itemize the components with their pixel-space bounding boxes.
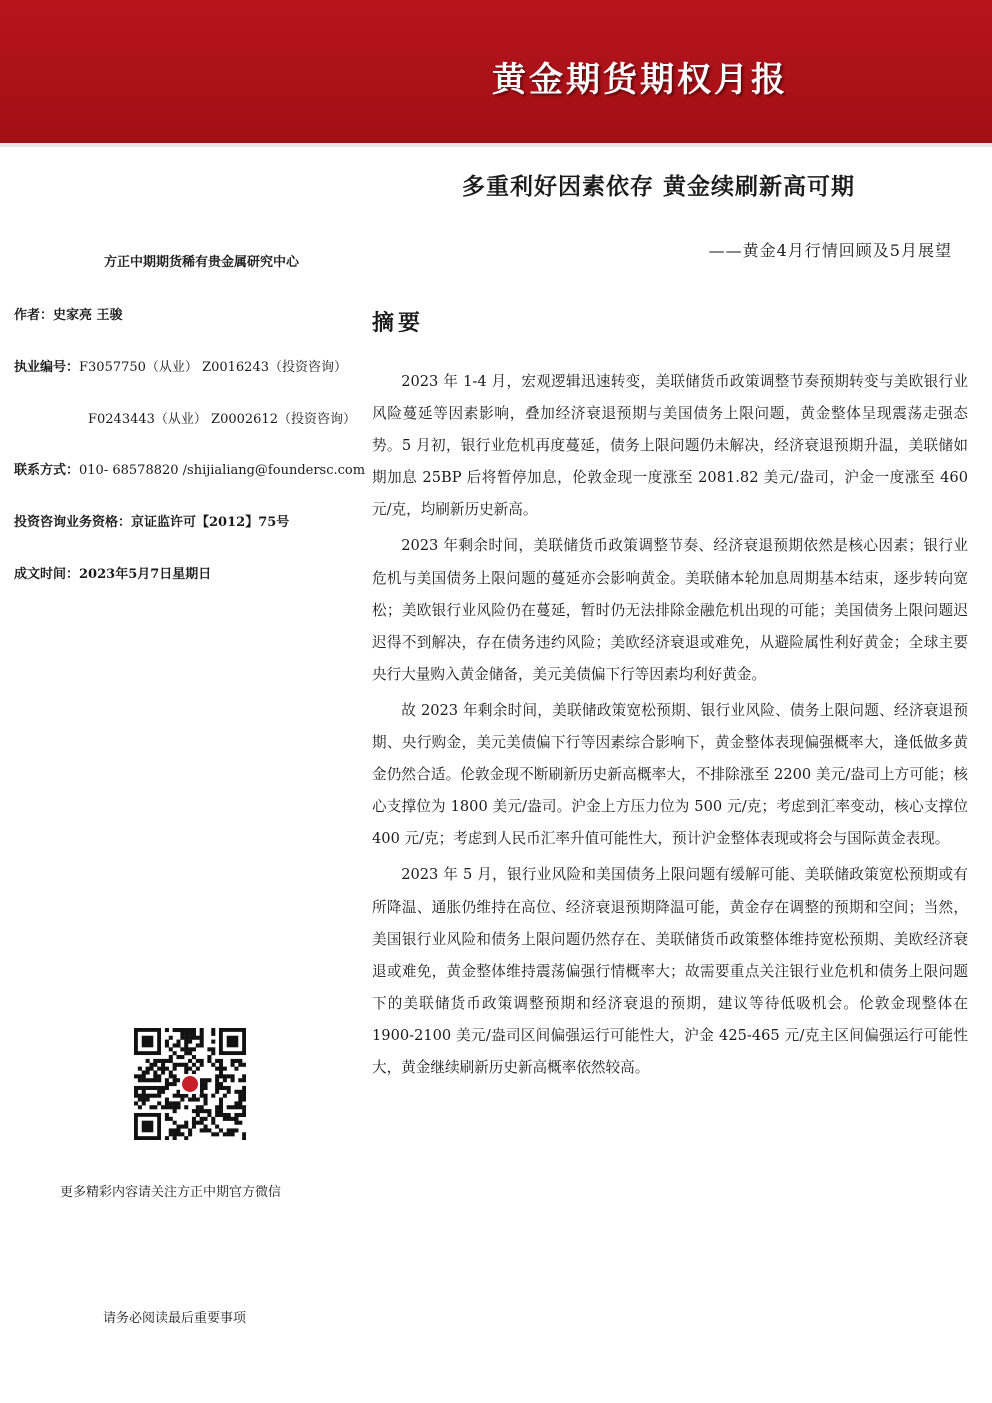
qr-caption: 更多精彩内容请关注方正中期官方微信	[60, 1185, 282, 1200]
research-center-name: 方正中期期货稀有贵金属研究中心	[104, 255, 300, 270]
report-type-title: 黄金期货期权月报	[492, 60, 788, 100]
summary-paragraph-1: 2023 年 1-4 月，宏观逻辑迅速转变，美联储货币政策调整节奏预期转变与美欧银行业风险蔓延等因素影响，叠加经济衰退预期与美国债务上限问题，黄金整体呈现震荡走强态势。5 月初，银行业危机再度蔓延，债务上限问题仍未解决，经济衰退预期升温，美联储如期加息 25BP 后将暂停加息，伦敦金现一度涨至 2081.82 美元/盎司，沪金一度涨至 460 元/克，均刷新历史新高。	[372, 373, 968, 519]
qualification-line	[14, 511, 289, 530]
date-value: 2023年5月7日星期日	[79, 567, 212, 582]
report-subtitle: ——黄金4月行情回顾及5月展望	[708, 241, 952, 260]
summary-paragraph-4: 2023 年 5 月，银行业风险和美国债务上限问题有缓解可能、美联储政策宽松预期或有所降温、通胀仍维持在高位、经济衰退预期降温可能，黄金存在调整的预期和空间；当然，美国银行业风险和债务上限问题仍然存在、美联储货币政策整体维持宽松预期、美欧经济衰退或难免，黄金整体维持震荡偏强行情概率大；故需要重点关注银行业危机和债务上限问题下的美联储货币政策调整预期和经济衰退的预期，建议等待低吸机会。伦敦金现整体在 1900-2100 美元/盎司区间偏强运行可能性大，沪金 425-465 元/克主区间偏强运行可能性大，黄金继续刷新历史新高概率依然较高。	[372, 866, 968, 1076]
report-title: 多重利好因素依存 黄金续刷新高可期	[462, 173, 856, 200]
summary-body	[372, 366, 968, 1088]
header-divider	[0, 143, 992, 147]
contact-line	[14, 459, 365, 478]
important-notice[interactable]: 请务必阅读最后重要事项	[103, 1311, 247, 1326]
qualification-label: 投资咨询业务资格：	[14, 515, 132, 530]
author-label: 作者：	[14, 308, 54, 323]
qualification-value: 京证监许可【2012】75号	[131, 515, 290, 530]
date-label: 成文时间：	[14, 567, 80, 582]
header-banner	[0, 0, 992, 143]
qr-code-icon	[134, 1028, 246, 1140]
author-line	[14, 304, 123, 323]
license-label: 执业编号：	[14, 360, 80, 375]
date-line	[14, 563, 211, 582]
summary-paragraph-2: 2023 年剩余时间，美联储货币政策调整节奏、经济衰退预期依然是核心因素；银行业危机与美国债务上限问题的蔓延亦会影响黄金。美联储本轮加息周期基本结束，逐步转向宽松；美欧银行业风险仍在蔓延，暂时仍无法排除金融危机出现的可能；美国债务上限问题迟迟得不到解决，存在债务违约风险；美欧经济衰退或难免，从避险属性利好黄金；全球主要央行大量购入黄金储备，美元美债偏下行等因素均利好黄金。	[372, 537, 968, 683]
contact-label: 联系方式：	[14, 463, 80, 478]
license-line-2	[88, 408, 356, 427]
summary-paragraph-3: 故 2023 年剩余时间，美联储政策宽松预期、银行业风险、债务上限问题、经济衰退预期、央行购金，美元美债偏下行等因素综合影响下，黄金整体表现偏强概率大，逢低做多黄金仍然合适。伦敦金现不断刷新历史新高概率大，不排除涨至 2200 美元/盎司上方可能；核心支撑位为 1800 美元/盎司。沪金上方压力位为 500 元/克；考虑到汇率变动，核心支撑位 400 元/克；考虑到人民币汇率升值可能性大，预计沪金整体表现或将会与国际黄金表现。	[372, 701, 968, 848]
author-value: 史家亮 王骏	[53, 308, 123, 323]
wechat-qr-code[interactable]	[134, 1028, 246, 1140]
license-value-1: F3057750（从业） Z0016243（投资咨询）	[79, 360, 347, 375]
contact-value[interactable]: 010- 68578820 /shijialiang@foundersc.com	[79, 463, 366, 478]
license-line	[14, 356, 347, 375]
license-value-2: F0243443（从业） Z0002612（投资咨询）	[88, 412, 356, 427]
summary-heading: 摘要	[372, 310, 425, 336]
